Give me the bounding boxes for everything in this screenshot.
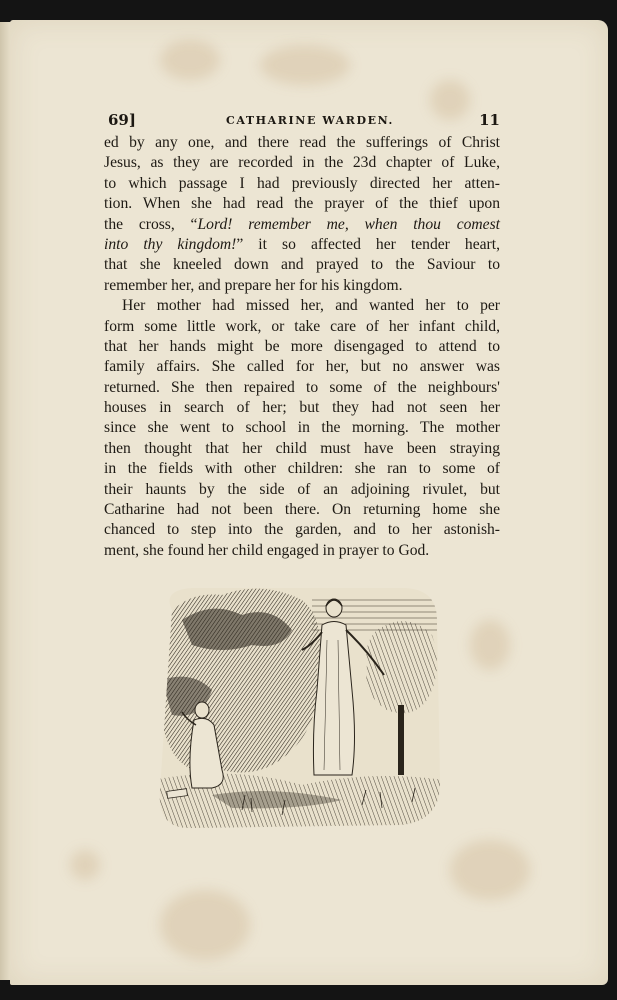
text-line: ed by any one, and there read the sufferings of Christ bbox=[104, 134, 500, 151]
woodcut-illustration bbox=[152, 580, 444, 842]
foxing-stain bbox=[70, 850, 100, 880]
signature-page-number: 69] bbox=[108, 111, 136, 129]
text-line bbox=[104, 215, 500, 235]
text-line: houses in search of her; but they had not seen her bbox=[104, 399, 500, 417]
text-line: to which passage I had previously directed her atten- bbox=[104, 174, 500, 192]
foxing-stain bbox=[160, 40, 220, 80]
page-number: 11 bbox=[479, 111, 500, 129]
foxing-stain bbox=[160, 890, 250, 960]
text-line: form some little work, or take care of her infant child, bbox=[104, 317, 500, 335]
foxing-stain bbox=[260, 45, 350, 85]
italic-quote: Lord! remember me, when thou comest bbox=[197, 215, 500, 233]
text-line: chanced to step into the garden, and to her astonish- bbox=[104, 521, 500, 539]
text-line: Catharine had not been there. On returning home she bbox=[104, 501, 500, 519]
text-line: Jesus, as they are recorded in the 23d chapter of Luke, bbox=[104, 154, 500, 172]
italic-quote: into thy kingdom! bbox=[104, 235, 237, 253]
text-line: their haunts by the side of an adjoining rivulet, but bbox=[104, 480, 500, 498]
text-line: in the fields with other children: she ran to some of bbox=[104, 460, 500, 478]
foxing-stain bbox=[450, 840, 530, 900]
text-line: then thought that her child must have been straying bbox=[104, 439, 500, 457]
text-line: family affairs. She called for her, but no answer was bbox=[104, 358, 500, 376]
right-tree bbox=[366, 621, 437, 713]
text-line: remember her, and prepare her for his kingdom. bbox=[104, 276, 403, 294]
paragraph-1 bbox=[104, 133, 500, 296]
text-line: returned. She then repaired to some of the neighbours' bbox=[104, 378, 500, 396]
foxing-stain bbox=[470, 620, 510, 670]
running-header bbox=[108, 111, 500, 131]
text-run: ” it so affected her tender heart, bbox=[236, 235, 500, 253]
text-line: since she went to school in the morning. The mother bbox=[104, 419, 500, 437]
text-run: the cross, “ bbox=[104, 215, 198, 233]
text-line: tion. When she had read the prayer of the thief upon bbox=[104, 195, 500, 213]
text-line: that her hands might be more disengaged to attend to bbox=[104, 337, 500, 355]
text-line bbox=[104, 235, 500, 255]
text-line: ment, she found her child engaged in prayer to God. bbox=[104, 541, 430, 559]
text-line: Her mother had missed her, and wanted her to per bbox=[122, 297, 500, 315]
body-text bbox=[104, 133, 500, 561]
running-title: CATHARINE WARDEN. bbox=[226, 114, 394, 127]
paragraph-2 bbox=[104, 296, 500, 561]
text-line: that she kneeled down and prayed to the Saviour to bbox=[104, 256, 500, 274]
